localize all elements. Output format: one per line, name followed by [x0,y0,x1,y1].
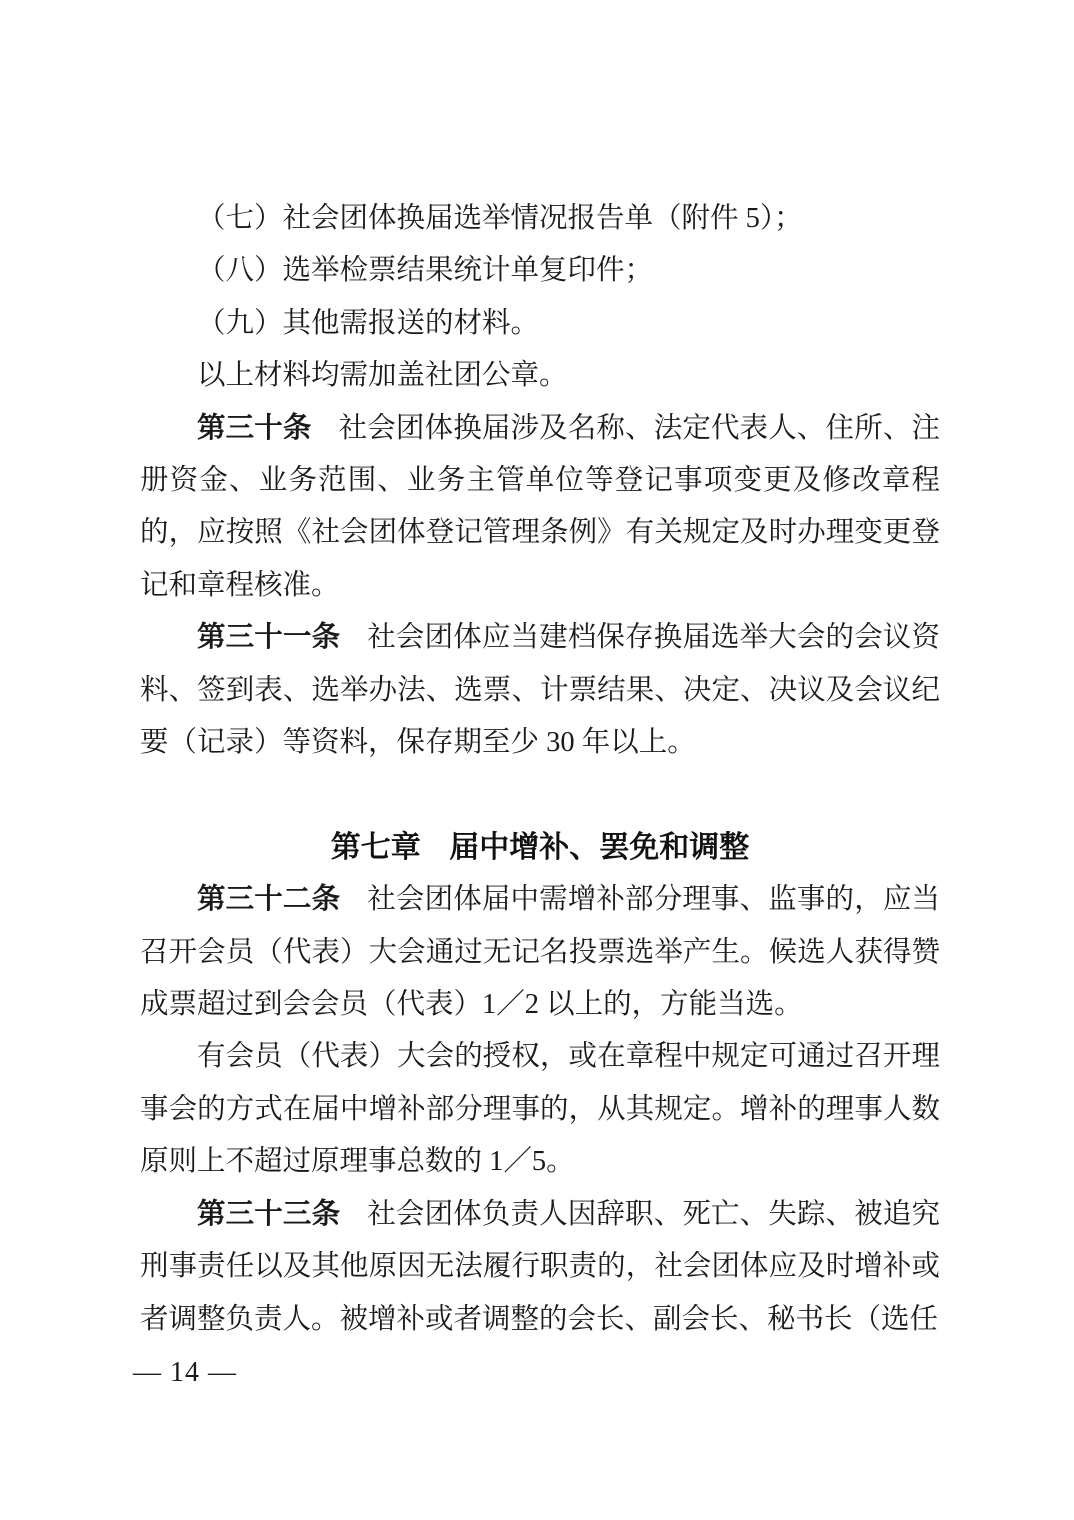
closing-note-paragraph [140,350,940,402]
article-30-term: 第三十条 [197,412,312,444]
list-item-7-text: （七）社会团体换届选举情况报告单（附件 5）； [197,203,803,234]
chapter-7-title: 届中增补、罢免和调整 [449,830,750,864]
page-number-footer [133,1358,237,1388]
closing-note-text: 以上材料均需加盖社团公章。 [197,360,568,392]
document-body [140,193,940,1346]
article-33-text: 社会团体负责人因辞职、死亡、失踪、被追究刑事责任以及其他原因无法履行职责的，社会团体应及时增补或者调整负责人。被增补或者调整的会长、副会长、秘书长（选任 [140,1198,940,1335]
article-33-paragraph [140,1189,940,1346]
article-31-term: 第三十一条 [197,622,341,654]
page-number-label: — 14 — [133,1357,237,1388]
list-item-9 [140,298,940,350]
chapter-7-heading [140,822,940,874]
article-31-text: 社会团体应当建档保存换届选举大会的会议资料、签到表、选举办法、选票、计票结果、决定、决议及会议纪要（记录）等资料，保存期至少 30 年以上。 [140,622,940,759]
authorization-text: 有会员（代表）大会的授权，或在章程中规定可通过召开理事会的方式在届中增补部分理事的，从其规定。增补的理事人数原则上不超过原理事总数的 1／5。 [140,1041,940,1178]
article-31-paragraph [140,612,940,769]
chapter-7-number: 第七章 [330,830,421,864]
article-30-paragraph [140,403,940,613]
list-item-8-text: （八）选举检票结果统计单复印件； [197,255,654,287]
article-32-text: 社会团体届中需增补部分理事、监事的，应当召开会员（代表）大会通过无记名投票选举产生。候选人获得赞成票超过到会会员（代表）1／2 以上的，方能当选。 [140,884,940,1021]
list-item-8 [140,245,940,297]
article-33-term: 第三十三条 [197,1198,341,1230]
list-item-9-text: （九）其他需报送的材料。 [197,307,540,339]
article-30-text: 社会团体换届涉及名称、法定代表人、住所、注册资金、业务范围、业务主管单位等登记事项变更及修改章程的，应按照《社会团体登记管理条例》有关规定及时办理变更登记和章程核准。 [140,412,940,601]
authorization-paragraph [140,1031,940,1188]
list-item-7 [140,193,940,245]
article-32-term: 第三十二条 [197,884,341,916]
article-32-paragraph [140,874,940,1031]
